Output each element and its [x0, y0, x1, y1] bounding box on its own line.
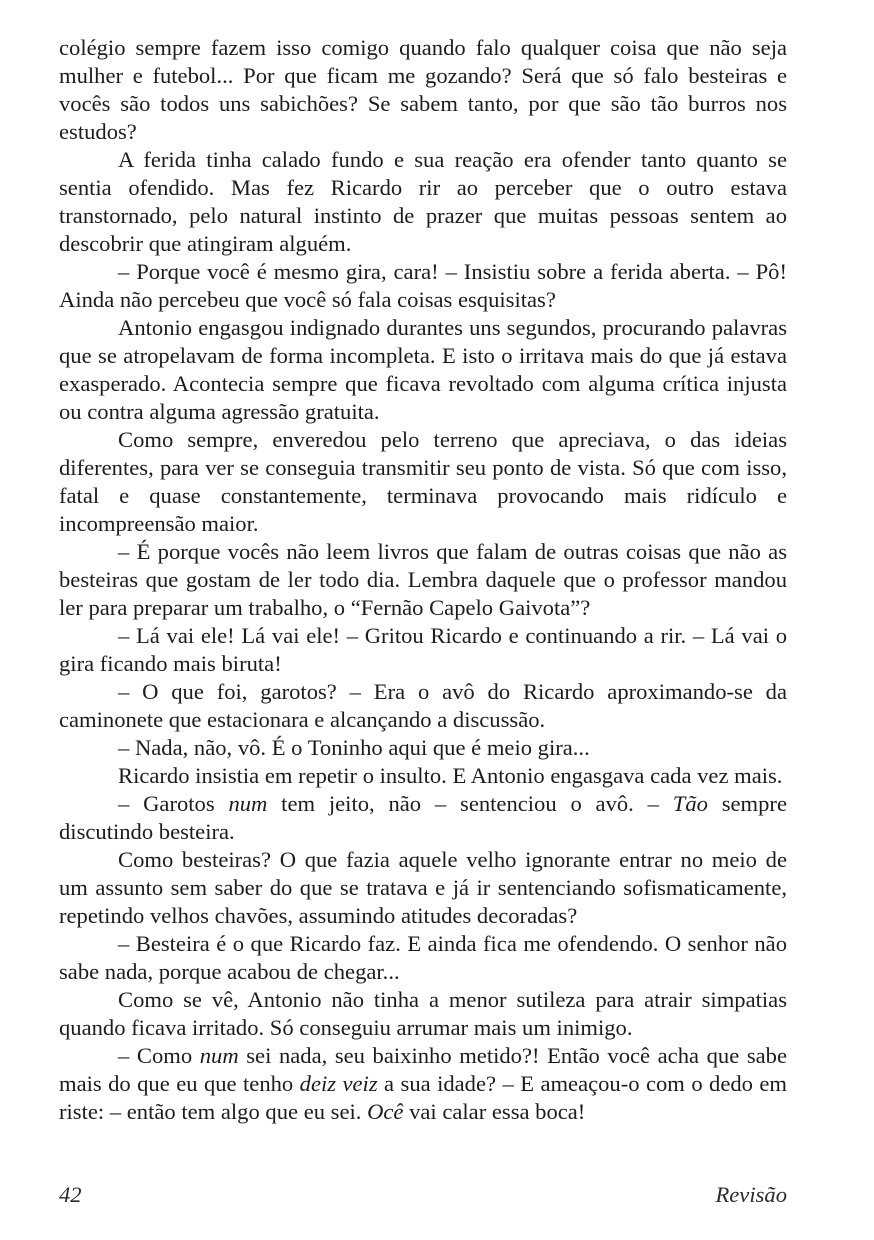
text-run: A ferida tinha calado fundo e sua reação era ofender tanto quanto se sentia ofendido. Mas fez Ricardo rir ao perceber que o outro estava transtornado, pelo natural instinto de prazer que muitas pessoas sentem ao descobrir que atingiram alguém. — [59, 147, 787, 256]
text-run: Antonio engasgou indignado durantes uns segundos, procurando palavras que se atropelavam de forma incompleta. E isto o irritava mais do que já estava exasperado. Acontecia sempre que ficava revoltado com alguma crítica injusta ou contra alguma agressão gratuita. — [59, 315, 787, 424]
text-run: Como sempre, enveredou pelo terreno que apreciava, o das ideias diferentes, para ver se conseguia transmitir seu ponto de vista. Só que com isso, fatal e quase constantemente, terminava provocando mais ridículo e incompreensão maior. — [59, 427, 787, 536]
text-run: Como se vê, Antonio não tinha a menor sutileza para atrair simpatias quando ficava irritado. Só conseguiu arrumar mais um inimigo. — [59, 987, 787, 1040]
page-footer — [59, 1182, 787, 1216]
body-paragraph — [59, 790, 787, 846]
body-paragraph — [59, 1042, 787, 1126]
text-run: colégio sempre fazem isso comigo quando falo qualquer coisa que não seja mulher e futebol... Por que ficam me gozando? Será que só falo besteiras e vocês são todos uns sabichões? Se sabem tanto, por que são tão burros nos estudos? — [59, 35, 787, 144]
body-paragraph — [59, 762, 787, 790]
text-run: Ricardo insistia em repetir o insulto. E Antonio engasgava cada vez mais. — [118, 763, 783, 788]
italic-text: deiz veiz — [299, 1071, 378, 1096]
text-run: – Como — [118, 1043, 200, 1068]
body-paragraph — [59, 846, 787, 930]
body-paragraph — [59, 622, 787, 678]
text-run: Como besteiras? O que fazia aquele velho ignorante entrar no meio de um assunto sem saber do que se tratava e já ir sentenciando sofismaticamente, repetindo velhos chavões, assumindo atitudes decoradas? — [59, 847, 787, 928]
text-run: vai calar essa boca! — [403, 1099, 586, 1124]
italic-text: num — [199, 1043, 239, 1068]
italic-text: Ocê — [367, 1099, 404, 1124]
text-run: – Nada, não, vô. É o Toninho aqui que é meio gira... — [118, 735, 590, 760]
body-paragraph — [59, 146, 787, 258]
text-run: sempre discutindo besteira. — [59, 791, 787, 844]
body-paragraph — [59, 426, 787, 538]
body-paragraph — [59, 930, 787, 986]
body-paragraph — [59, 314, 787, 426]
running-head: Revisão — [715, 1182, 787, 1207]
text-run: – Besteira é o que Ricardo faz. E ainda fica me ofendendo. O senhor não sabe nada, porque acabou de chegar... — [59, 931, 787, 984]
italic-text: num — [228, 791, 268, 816]
text-run: a sua idade? – E ameaçou-o com o dedo em riste: – então tem algo que eu sei. — [59, 1071, 788, 1124]
text-run: – Lá vai ele! Lá vai ele! – Gritou Ricardo e continuando a rir. – Lá vai o gira ficando mais biruta! — [59, 623, 787, 676]
text-run: sei nada, seu baixinho metido?! Então você acha que sabe mais do que eu que tenho — [59, 1043, 787, 1096]
text-run: tem jeito, não – sentenciou o avô. – — [267, 791, 673, 816]
text-run: – É porque vocês não leem livros que falam de outras coisas que não as besteiras que gostam de ler todo dia. Lembra daquele que o professor mandou ler para preparar um trabalho, o “Fernão Capelo Gaivota”? — [59, 539, 787, 620]
text-run: – O que foi, garotos? – Era o avô do Ricardo aproximando-se da caminonete que estacionara e alcançando a discussão. — [59, 679, 787, 732]
body-paragraph — [59, 258, 787, 314]
text-run: – Garotos — [118, 791, 229, 816]
body-paragraph — [59, 986, 787, 1042]
body-paragraph — [59, 34, 787, 146]
page-body — [59, 34, 787, 1126]
body-paragraph — [59, 538, 787, 622]
page-number: 42 — [59, 1182, 82, 1207]
italic-text: Tão — [672, 791, 708, 816]
body-paragraph — [59, 734, 787, 762]
body-paragraph — [59, 678, 787, 734]
text-run: – Porque você é mesmo gira, cara! – Insistiu sobre a ferida aberta. – Pô! Ainda não percebeu que você só fala coisas esquisitas? — [59, 259, 787, 312]
